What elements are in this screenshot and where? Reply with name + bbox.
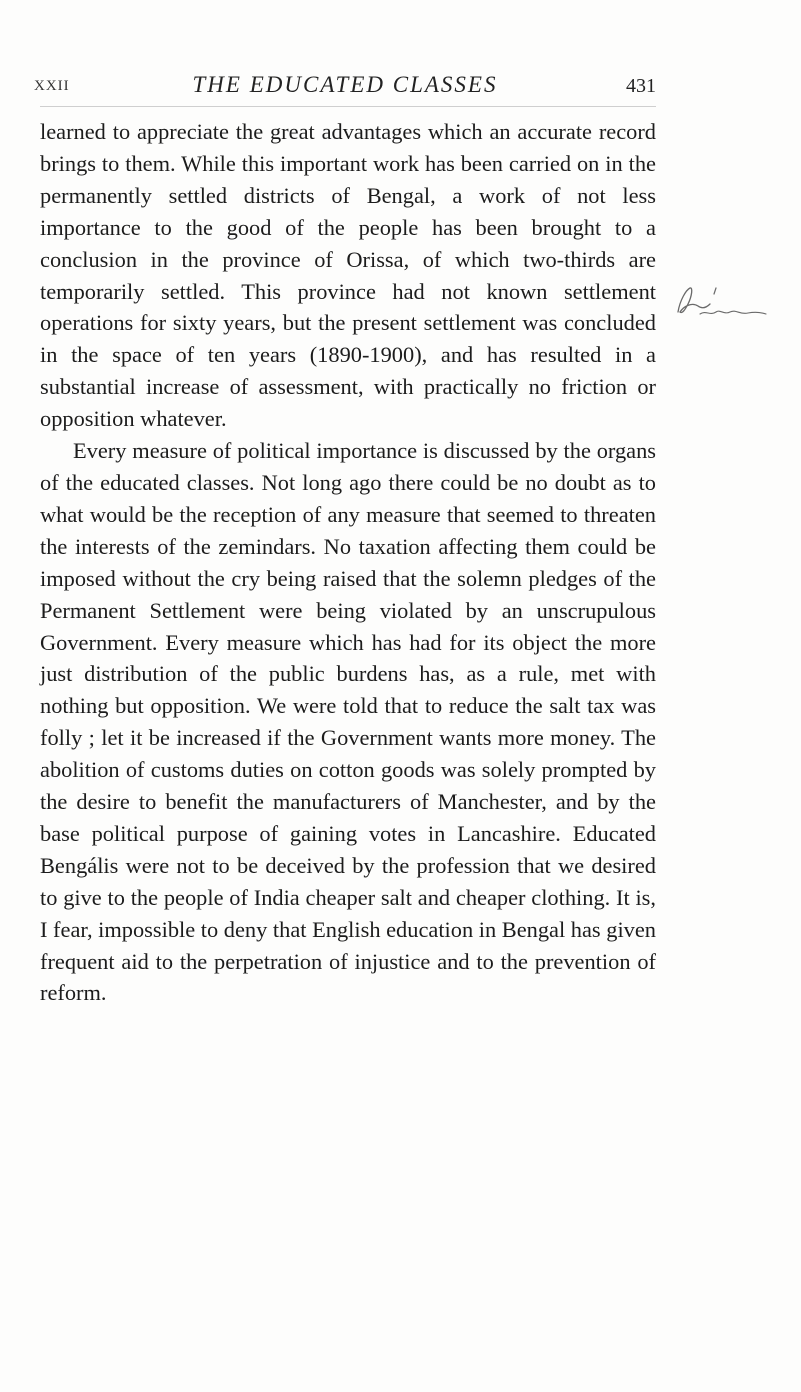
chapter-number: XXII [34,78,70,94]
body-text [40,116,656,1009]
running-title: THE EDUCATED CLASSES [192,72,498,97]
header-rule [40,106,656,107]
paragraph-1: learned to appreciate the great advantages which an accurate record brings to them. While this important work has been carried on in the permanently settled districts of Bengal, a work of not less importance to the good of the people has been brought to a conclusion in the province of Orissa, of which two-thirds are temporarily settled. This province had not known settlement operations for sixty years, but the present settlement was concluded in the space of ten years (1890-1900), and has resulted in a substantial increase of assessment, with practically no friction or opposition whatever. [40,119,656,432]
handwritten-margin-mark-icon [670,282,790,322]
running-head [34,72,656,102]
page-number: 431 [626,75,656,97]
paragraph-2: Every measure of political importance is discussed by the organs of the educated classes. Not long ago there could be no doubt as to what would be the reception of any measure that seemed to threaten the interests of the zemindars. No taxation affecting them could be imposed without the cry being raised that the solemn pledges of the Permanent Settlement were being violated by an unscrupulous Government. Every measure which has had for its object the more just distribution of the public burdens has, as a rule, met with nothing but opposition. We were told that to reduce the salt tax was folly ; let it be increased if the Government wants more money. The abolition of customs duties on cotton goods was solely prompted by the desire to benefit the manufacturers of Manchester, and by the base political purpose of gaining votes in Lancashire. Educated Bengális were not to be deceived by the profession that we desired to give to the people of India cheaper salt and cheaper clothing. It is, I fear, impossible to deny that English education in Bengal has given frequent aid to the perpetration of injustice and to the prevention of reform. [40,438,656,1006]
